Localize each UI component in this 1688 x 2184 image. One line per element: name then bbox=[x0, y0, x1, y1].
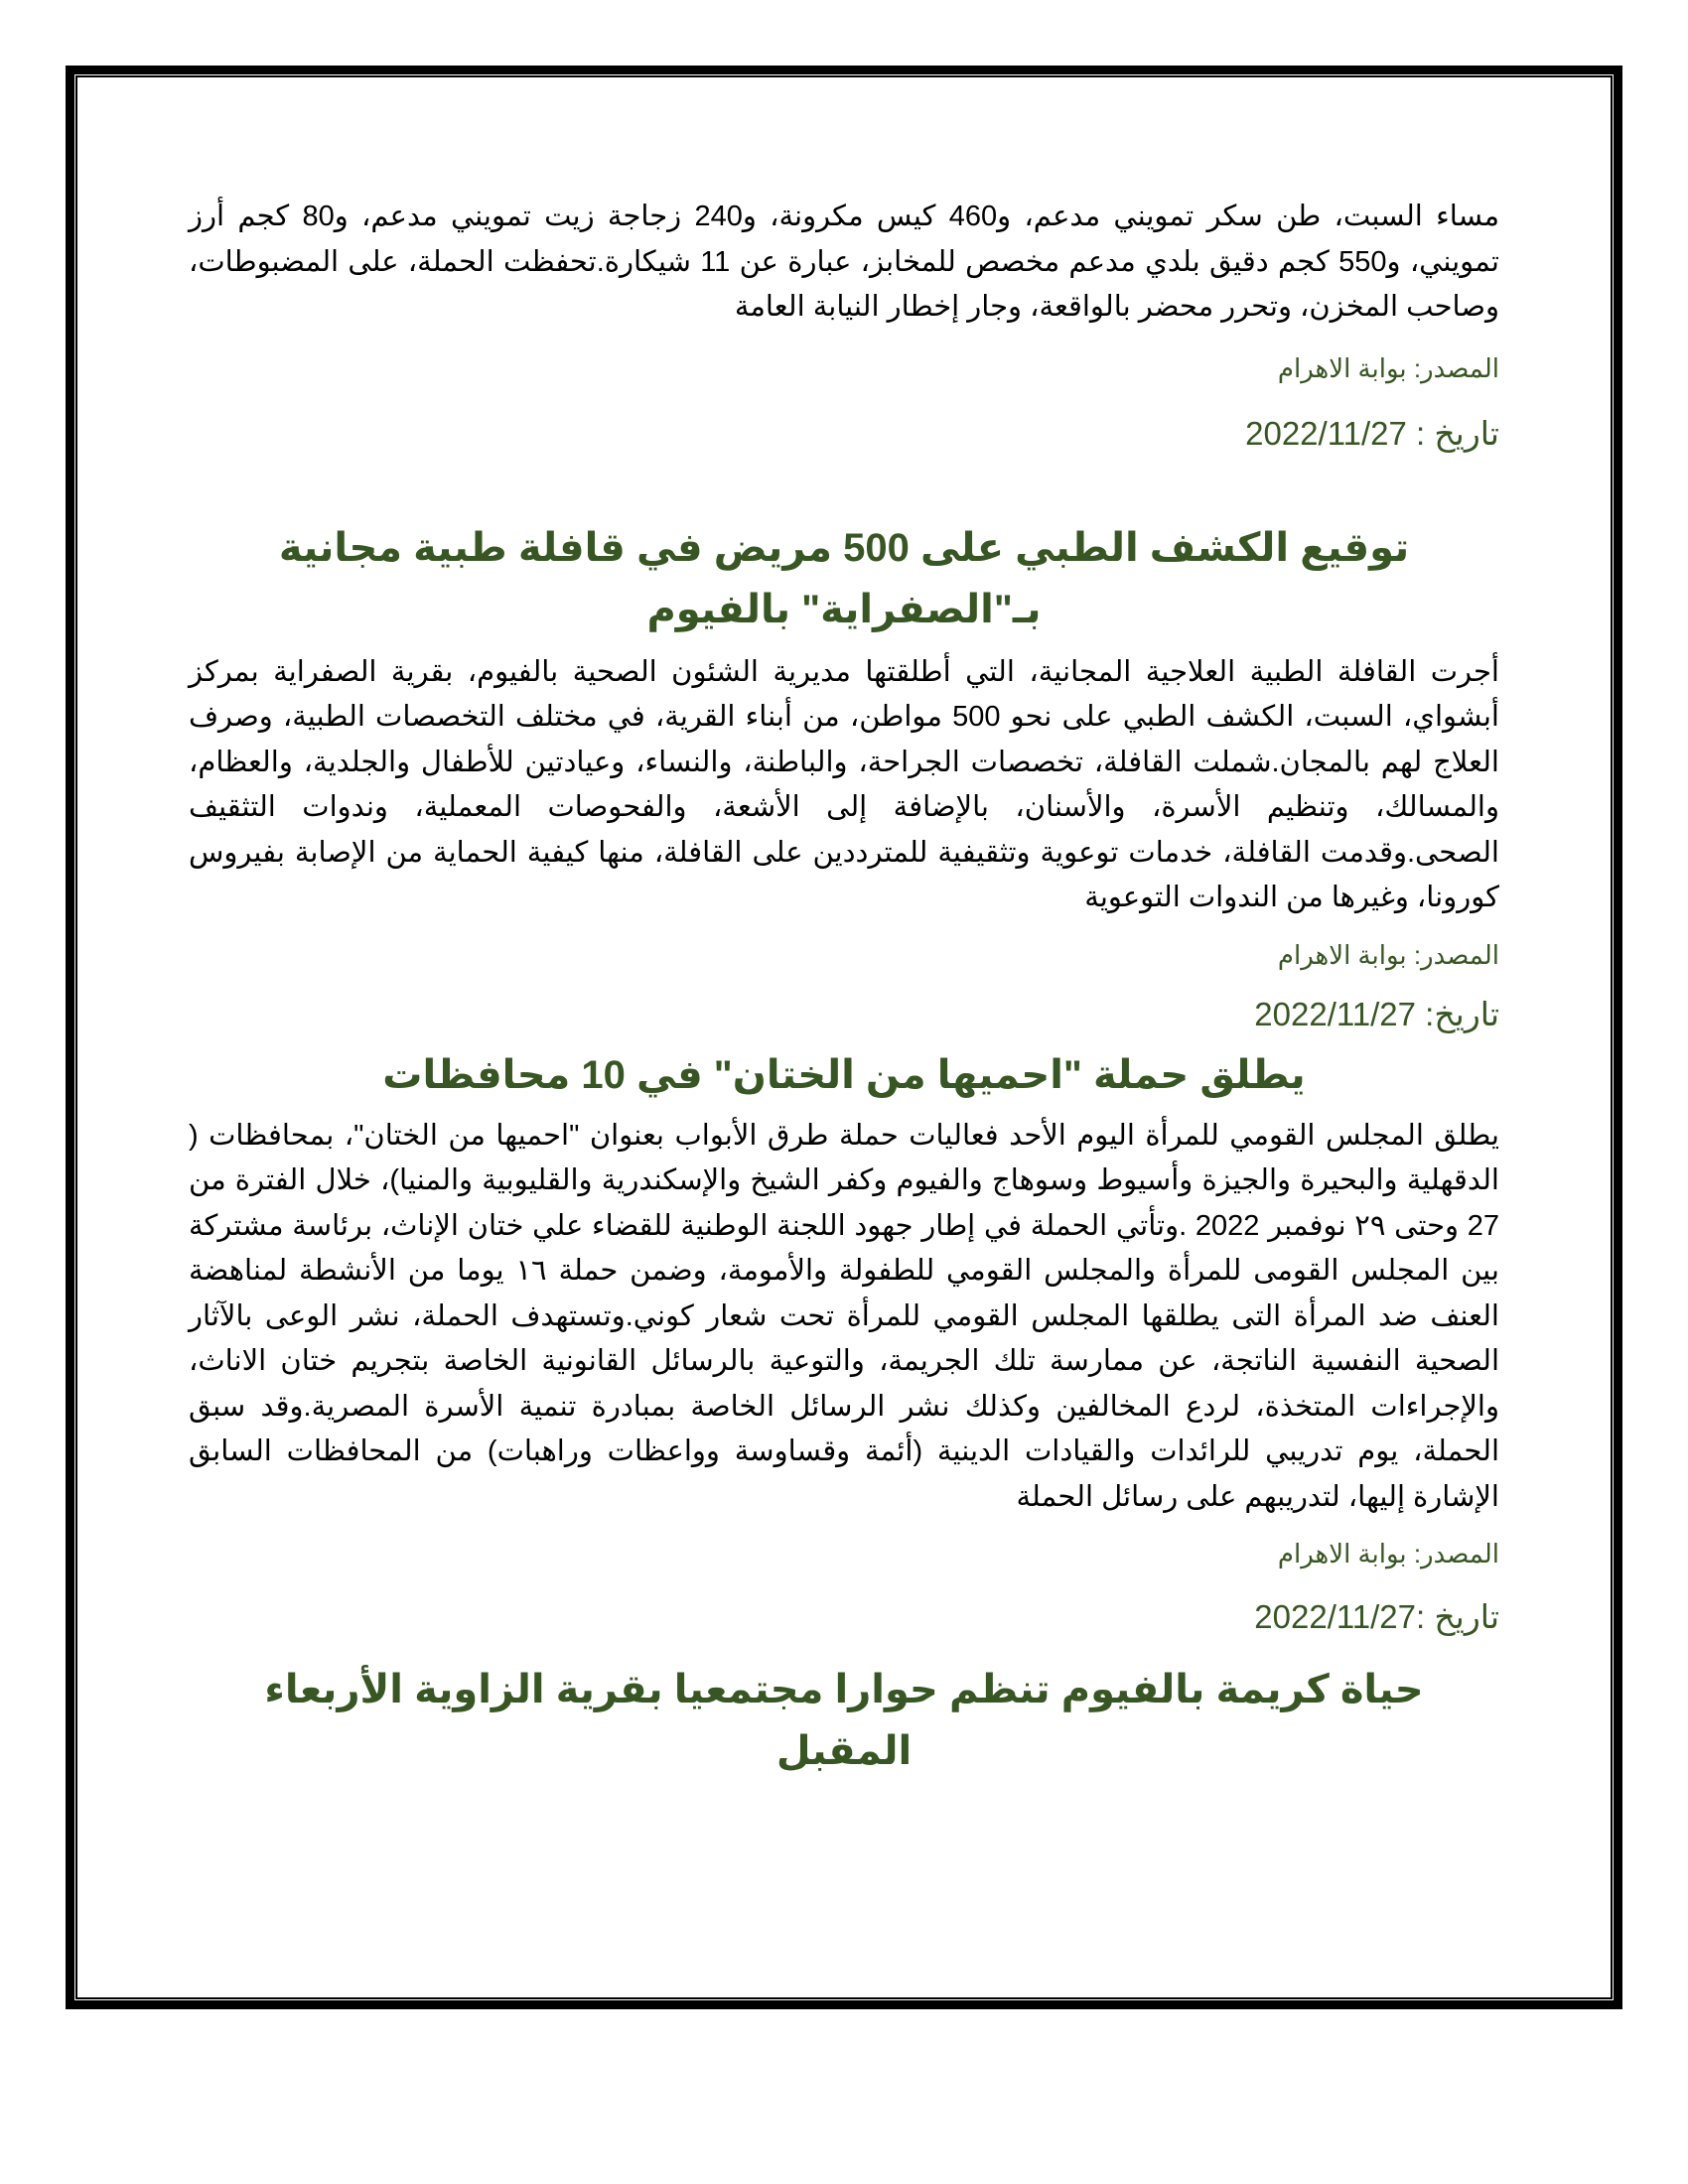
article-3-source: المصدر: بوابة الاهرام bbox=[1277, 1539, 1499, 1569]
article-2 bbox=[189, 517, 1499, 1032]
article-3-headline: يطلق حملة "احميها من الختان" في 10 محافظات bbox=[382, 1052, 1306, 1097]
article-1 bbox=[189, 195, 1499, 452]
article-4-headline: حياة كريمة بالفيوم تنظم حوارا مجتمعيا بقرية الزاوية الأربعاء المقبل bbox=[264, 1668, 1424, 1773]
article-1-source: المصدر: بوابة الاهرام bbox=[1277, 352, 1499, 383]
article-3 bbox=[189, 1044, 1499, 1636]
article-4 bbox=[189, 1659, 1499, 1782]
article-2-source: المصدر: بوابة الاهرام bbox=[1277, 939, 1499, 970]
article-2-date: تاريخ: 2022/11/27 bbox=[1254, 995, 1499, 1032]
document-body bbox=[189, 195, 1499, 1782]
article-3-paragraph: يطلق المجلس القومي للمرأة اليوم الأحد فعاليات حملة طرق الأبواب بعنوان "احميها من الختان"، بمحافظات ( الدقهلية والبحيرة والجيزة وأسيوط وسوهاج والفيوم وكفر الشيخ والإسكندرية والقليوبية والمنيا)، خلال الفترة من 27 وحتى ٢٩ نوفمبر 2022 .وتأتي الحملة في إطار جهود اللجنة الوطنية للقضاء علي ختان الإناث، برئاسة مشتركة بين المجلس القومى للمرأة والمجلس القومي للطفولة والأمومة، وضمن حملة ١٦ يوما من الأنشطة لمناهضة العنف ضد المرأة التى يطلقها المجلس القومي للمرأة تحت شعار كوني.وتستهدف الحملة، نشر الوعى بالآثار الصحية النفسية الناتجة، عن ممارسة تلك الجريمة، والتوعية بالرسائل القانونية الخاصة بتجريم ختان الاناث، والإجراءات المتخذة، لردع المخالفين وكذلك نشر الرسائل الخاصة بمبادرة تنمية الأسرة المصرية.وقد سبق الحملة، يوم تدريبي للرائدات والقيادات الدينية (أئمة وقساوسة وواعظات وراهبات) من المحافظات السابق الإشارة إليها، لتدريبهم على رسائل الحملة bbox=[189, 1119, 1499, 1513]
article-2-paragraph: أجرت القافلة الطبية العلاجية المجانية، التي أطلقتها مديرية الشئون الصحية بالفيوم، بقرية الصفراية بمركز أبشواي، السبت، الكشف الطبي على نحو 500 مواطن، من أبناء القرية، في مختلف التخصصات الطبية، وصرف العلاج لهم بالمجان.شملت القافلة، تخصصات الجراحة، والباطنة، والنساء، وعيادتين للأطفال والجلدية، والعظام، والمسالك، وتنظيم الأسرة، والأسنان، بالإضافة إلى الأشعة، والفحوصات المعملية، وندوات التثقيف الصحى.وقدمت القافلة، خدمات توعوية وتثقيفية للمترددين على القافلة، منها كيفية الحماية من الإصابة بفيروس كورونا، وغيرها من الندوات التوعوية bbox=[189, 655, 1499, 913]
article-1-date: تاريخ : 2022/11/27 bbox=[1245, 414, 1499, 452]
article-3-date: تاريخ :2022/11/27 bbox=[1254, 1598, 1499, 1635]
article-2-headline: توقيع الكشف الطبي على 500 مريض في قافلة طبية مجانية بـ"الصفراية" بالفيوم bbox=[278, 525, 1410, 631]
article-1-paragraph: مساء السبت، طن سكر تمويني مدعم، و460 كيس مكرونة، و240 زجاجة زيت تمويني مدعم، و80 كجم أرز تمويني، و550 كجم دقيق بلدي مدعم مخصص للمخابز، عبارة عن 11 شيكارة.تحفظت الحملة، على المضبوطات، وصاحب المخزن، وتحرر محضر بالواقعة، وجار إخطار النيابة العامة bbox=[189, 201, 1500, 323]
